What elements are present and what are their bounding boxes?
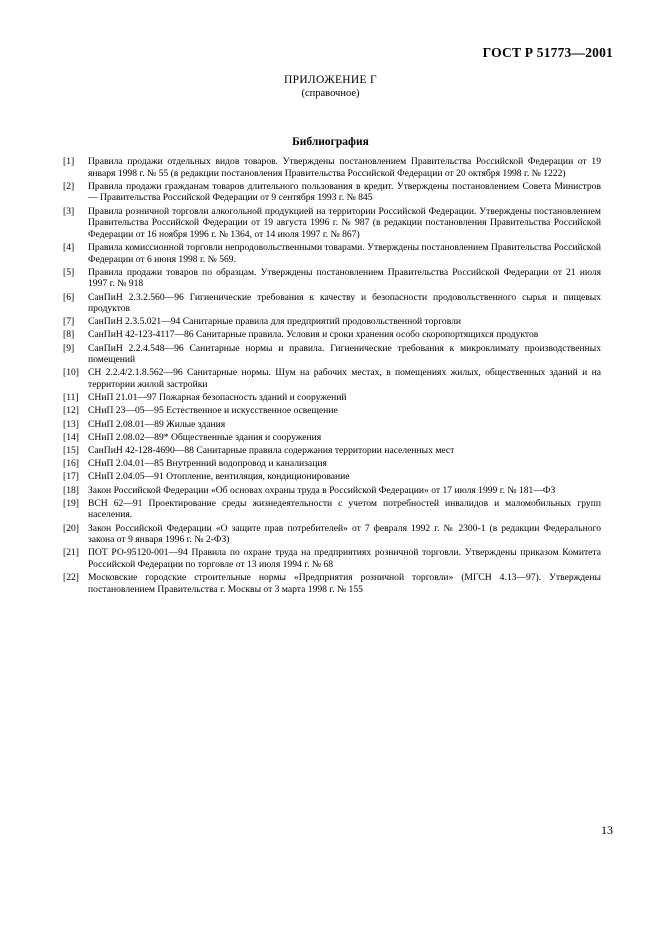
bibliography-item-text: СанПиН 2.2.4.548—96 Санитарные нормы и правила. Гигиенические требования к микроклимату производственных помещений — [88, 342, 601, 366]
bibliography-item-text: СНиП 23—05—95 Естественное и искусственное освещение — [88, 405, 338, 417]
bibliography-item — [63, 206, 601, 241]
bibliography-item-text: Правила продажи гражданам товаров длительного пользования в кредит. Утверждены постановлением Совета Министров — Правительства Российской Федерации от 9 сентября 1993 г. № 845 — [88, 180, 601, 204]
bibliography-item-number: [2] — [63, 180, 75, 192]
bibliography-item-number: [18] — [63, 484, 79, 496]
bibliography-item — [63, 523, 601, 546]
appendix-title: ПРИЛОЖЕНИЕ Г — [284, 74, 377, 86]
bibliography-item-number: [15] — [63, 444, 79, 456]
bibliography-item-number: [7] — [63, 316, 75, 328]
bibliography-item — [63, 485, 601, 497]
bibliography-item — [63, 458, 601, 470]
bibliography-item-number: [21] — [63, 547, 79, 559]
bibliography-item — [63, 267, 601, 290]
bibliography-item-number: [4] — [63, 241, 75, 253]
bibliography-item-number: [20] — [63, 522, 79, 534]
bibliography-item-text: СанПиН 2.3.5.021—94 Санитарные правила для предприятий продовольственной торговли — [88, 316, 462, 328]
bibliography-heading: Библиография — [292, 136, 369, 148]
bibliography-item — [63, 419, 601, 431]
bibliography-item-number: [19] — [63, 497, 79, 509]
bibliography-item-text: Правила комиссионной торговли непродовольственными товарами. Утверждены постановлением Правительства Российской Федерации от 6 июня 1998 г. № 569. — [88, 241, 601, 265]
bibliography-item-number: [17] — [63, 471, 79, 483]
bibliography-item-number: [9] — [63, 342, 75, 354]
bibliography-item — [63, 445, 601, 457]
bibliography-item — [63, 181, 601, 204]
bibliography-item — [63, 498, 601, 521]
bibliography-item — [63, 547, 601, 570]
bibliography-item-number: [12] — [63, 405, 79, 417]
appendix-header — [0, 74, 661, 100]
bibliography-item-text: СН 2.2.4/2.1.8.562—96 Санитарные нормы. Шум на рабочих местах, в помещениях жилых, общественных зданий и на территории жилой застройки — [88, 367, 601, 391]
bibliography-item — [63, 432, 601, 444]
bibliography-item-number: [16] — [63, 458, 79, 470]
page-number: 13 — [601, 823, 613, 837]
bibliography-item-text: Правила розничной торговли алкогольной продукцией на территории Российской Федерации. Утверждены постановлением Правительства Российской Федерации от 19 августа 1996 г. № 987 (в редакции постановления Правительства Российской Федерации от 16 ноября 1996 г. № 1364, от 14 июля 1997 г. № 867) — [88, 205, 601, 240]
bibliography-item-text: Правила продажи товаров по образцам. Утверждены постановлением Правительства Российской Федерации от 21 июля 1997 г. № 918 — [88, 266, 601, 290]
bibliography-item — [63, 292, 601, 315]
bibliography-item-text: СНиП 2.04.01—85 Внутренний водопровод и канализация — [88, 458, 327, 470]
bibliography-item-text: СанПиН 42-128-4690—88 Санитарные правила содержания территории населенных мест — [88, 444, 455, 456]
bibliography-item-number: [8] — [63, 329, 75, 341]
bibliography-item-text: СанПиН 42-123-4117—86 Санитарные правила. Условия и сроки хранения особо скоропортящихся продуктов — [88, 329, 539, 341]
bibliography-item — [63, 242, 601, 265]
bibliography-item-number: [14] — [63, 431, 79, 443]
bibliography-item — [63, 471, 601, 483]
standard-designation: ГОСТ Р 51773—2001 — [482, 45, 613, 60]
appendix-subtitle: (справочное) — [301, 88, 360, 99]
bibliography-item — [63, 316, 601, 328]
bibliography-item-number: [13] — [63, 418, 79, 430]
bibliography-item-number: [3] — [63, 205, 75, 217]
bibliography-item-text: Закон Российской Федерации «Об основах охраны труда в Российской Федерации» от 17 июля 1999 г. № 181—ФЗ — [88, 484, 556, 496]
bibliography-item-text: СНиП 2.04.05—91 Отопление, вентиляция, кондиционирование — [88, 471, 350, 483]
bibliography-list — [63, 156, 601, 597]
bibliography-item — [63, 156, 601, 179]
bibliography-item-number: [10] — [63, 367, 79, 379]
bibliography-item — [63, 392, 601, 404]
bibliography-item — [63, 329, 601, 341]
bibliography-item — [63, 572, 601, 595]
bibliography-item-text: Московские городские строительные нормы «Предприятия розничной торговли» (МГСН 4.13—97). Утверждены постановлением Правительства г. Москвы от 3 марта 1998 г. № 155 — [88, 572, 601, 595]
bibliography-item — [63, 405, 601, 417]
bibliography-item-text: СНиП 2.08.02—89* Общественные здания и сооружения — [88, 431, 322, 443]
bibliography-item-number: [5] — [63, 266, 75, 278]
bibliography-item-text: Закон Российской Федерации «О защите прав потребителей» от 7 февраля 1992 г. № 2300-1 (в редакции Федерального закона от 9 января 1996 г. № 2-ФЗ) — [88, 522, 601, 546]
bibliography-item-text: СанПиН 2.3.2.560—96 Гигиенические требования к качеству и безопасности продовольственного сырья и пищевых продуктов — [88, 291, 601, 315]
bibliography-item — [63, 343, 601, 366]
bibliography-item-number: [22] — [63, 572, 79, 584]
bibliography-item-text: СНиП 2.08.01—89 Жилые здания — [88, 418, 226, 430]
bibliography-item-number: [6] — [63, 291, 75, 303]
bibliography-item-number: [1] — [63, 156, 75, 167]
bibliography-item-text: ПОТ РО-95120-001—94 Правила по охране труда на предприятиях розничной торговли. Утверждены приказом Комитета Российской Федерации по торговле от 13 июля 1994 г. № 68 — [88, 547, 601, 570]
bibliography-item-text: Правила продажи отдельных видов товаров. Утверждены постановлением Правительства Российской Федерации от 19 января 1998 г. № 55 (в редакции постановления Правительства Российской Федерации от 20 октября 1998 г. № 1222) — [88, 156, 601, 179]
bibliography-item-text: ВСН 62—91 Проектирование среды жизнедеятельности с учетом потребностей инвалидов и маломобильных групп населения. — [88, 497, 601, 521]
bibliography-item-text: СНиП 21.01—97 Пожарная безопасность зданий и сооружений — [88, 392, 347, 404]
bibliography-item — [63, 367, 601, 390]
bibliography-item-number: [11] — [63, 392, 79, 404]
